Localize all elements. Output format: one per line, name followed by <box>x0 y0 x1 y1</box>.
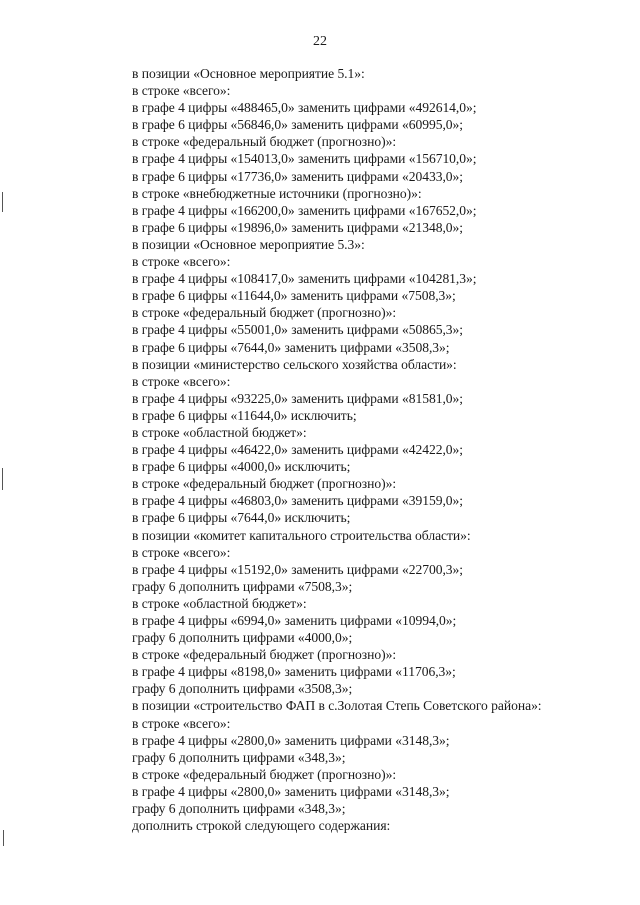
text-line: графу 6 дополнить цифрами «7508,3»; <box>132 578 353 594</box>
text-line: в графе 6 цифры «4000,0» исключить; <box>132 459 351 475</box>
text-line: в графе 6 цифры «7644,0» заменить цифрами «3508,3»; <box>132 339 450 355</box>
text-line: в строке «всего»: <box>132 254 231 270</box>
text-line: в графе 4 цифры «2800,0» заменить цифрами «3148,3»; <box>132 732 450 748</box>
text-line: в позиции «министерство сельского хозяйства области»: <box>132 356 457 372</box>
document-body <box>132 65 602 834</box>
text-line: в позиции «Основное мероприятие 5.3»: <box>132 236 365 252</box>
text-line: в строке «федеральный бюджет (прогнозно)»: <box>132 647 397 663</box>
text-line: в строке «всего»: <box>132 373 231 389</box>
text-line: в графе 4 цифры «46422,0» заменить цифрами «42422,0»; <box>132 442 464 458</box>
text-line: в строке «всего»: <box>132 544 231 560</box>
scan-edge-mark <box>2 192 3 212</box>
text-line: в строке «федеральный бюджет (прогнозно)»: <box>132 476 397 492</box>
text-line: дополнить строкой следующего содержания: <box>132 818 391 834</box>
text-line: в позиции «строительство ФАП в с.Золотая Степь Советского района»: <box>132 698 542 714</box>
page-number: 22 <box>313 34 327 49</box>
text-line: графу 6 дополнить цифрами «3508,3»; <box>132 681 353 697</box>
scan-edge-mark <box>3 830 4 846</box>
text-line: в графе 4 цифры «166200,0» заменить цифрами «167652,0»; <box>132 202 477 218</box>
text-line: графу 6 дополнить цифрами «348,3»; <box>132 749 346 765</box>
text-line: в графе 6 цифры «17736,0» заменить цифрами «20433,0»; <box>132 168 464 184</box>
text-line: в графе 4 цифры «2800,0» заменить цифрами «3148,3»; <box>132 783 450 799</box>
text-line: в строке «областной бюджет»: <box>132 595 307 611</box>
text-line: в графе 6 цифры «11644,0» исключить; <box>132 407 357 423</box>
text-line: в графе 4 цифры «488465,0» заменить цифрами «492614,0»; <box>132 100 477 116</box>
text-line: в графе 4 цифры «15192,0» заменить цифрами «22700,3»; <box>132 561 464 577</box>
text-line: в строке «областной бюджет»: <box>132 424 307 440</box>
text-line: в строке «всего»: <box>132 715 231 731</box>
text-line: в графе 6 цифры «19896,0» заменить цифрами «21348,0»; <box>132 219 464 235</box>
text-line: в строке «федеральный бюджет (прогнозно)»: <box>132 134 397 150</box>
text-line: графу 6 дополнить цифрами «4000,0»; <box>132 630 353 646</box>
text-line: в строке «федеральный бюджет (прогнозно)»: <box>132 766 397 782</box>
text-line: в графе 6 цифры «11644,0» заменить цифрами «7508,3»; <box>132 288 456 304</box>
text-line: в графе 6 цифры «56846,0» заменить цифрами «60995,0»; <box>132 117 464 133</box>
text-line: в строке «федеральный бюджет (прогнозно)»: <box>132 305 397 321</box>
text-line: графу 6 дополнить цифрами «348,3»; <box>132 801 346 817</box>
text-line: в графе 6 цифры «7644,0» исключить; <box>132 510 351 526</box>
text-line: в графе 4 цифры «93225,0» заменить цифрами «81581,0»; <box>132 390 464 406</box>
text-line: в позиции «комитет капитального строительства области»: <box>132 527 471 543</box>
text-line: в графе 4 цифры «8198,0» заменить цифрами «11706,3»; <box>132 664 456 680</box>
text-line: в графе 4 цифры «55001,0» заменить цифрами «50865,3»; <box>132 322 464 338</box>
text-line: в графе 4 цифры «46803,0» заменить цифрами «39159,0»; <box>132 493 464 509</box>
text-line: в графе 4 цифры «154013,0» заменить цифрами «156710,0»; <box>132 151 477 167</box>
text-line: в графе 4 цифры «108417,0» заменить цифрами «104281,3»; <box>132 271 477 287</box>
text-line: в строке «всего»: <box>132 83 231 99</box>
text-line: в графе 4 цифры «6994,0» заменить цифрами «10994,0»; <box>132 613 457 628</box>
text-line: в строке «внебюджетные источники (прогнозно)»: <box>132 185 422 201</box>
scan-edge-mark <box>2 468 3 490</box>
text-line: в позиции «Основное мероприятие 5.1»: <box>132 66 365 81</box>
